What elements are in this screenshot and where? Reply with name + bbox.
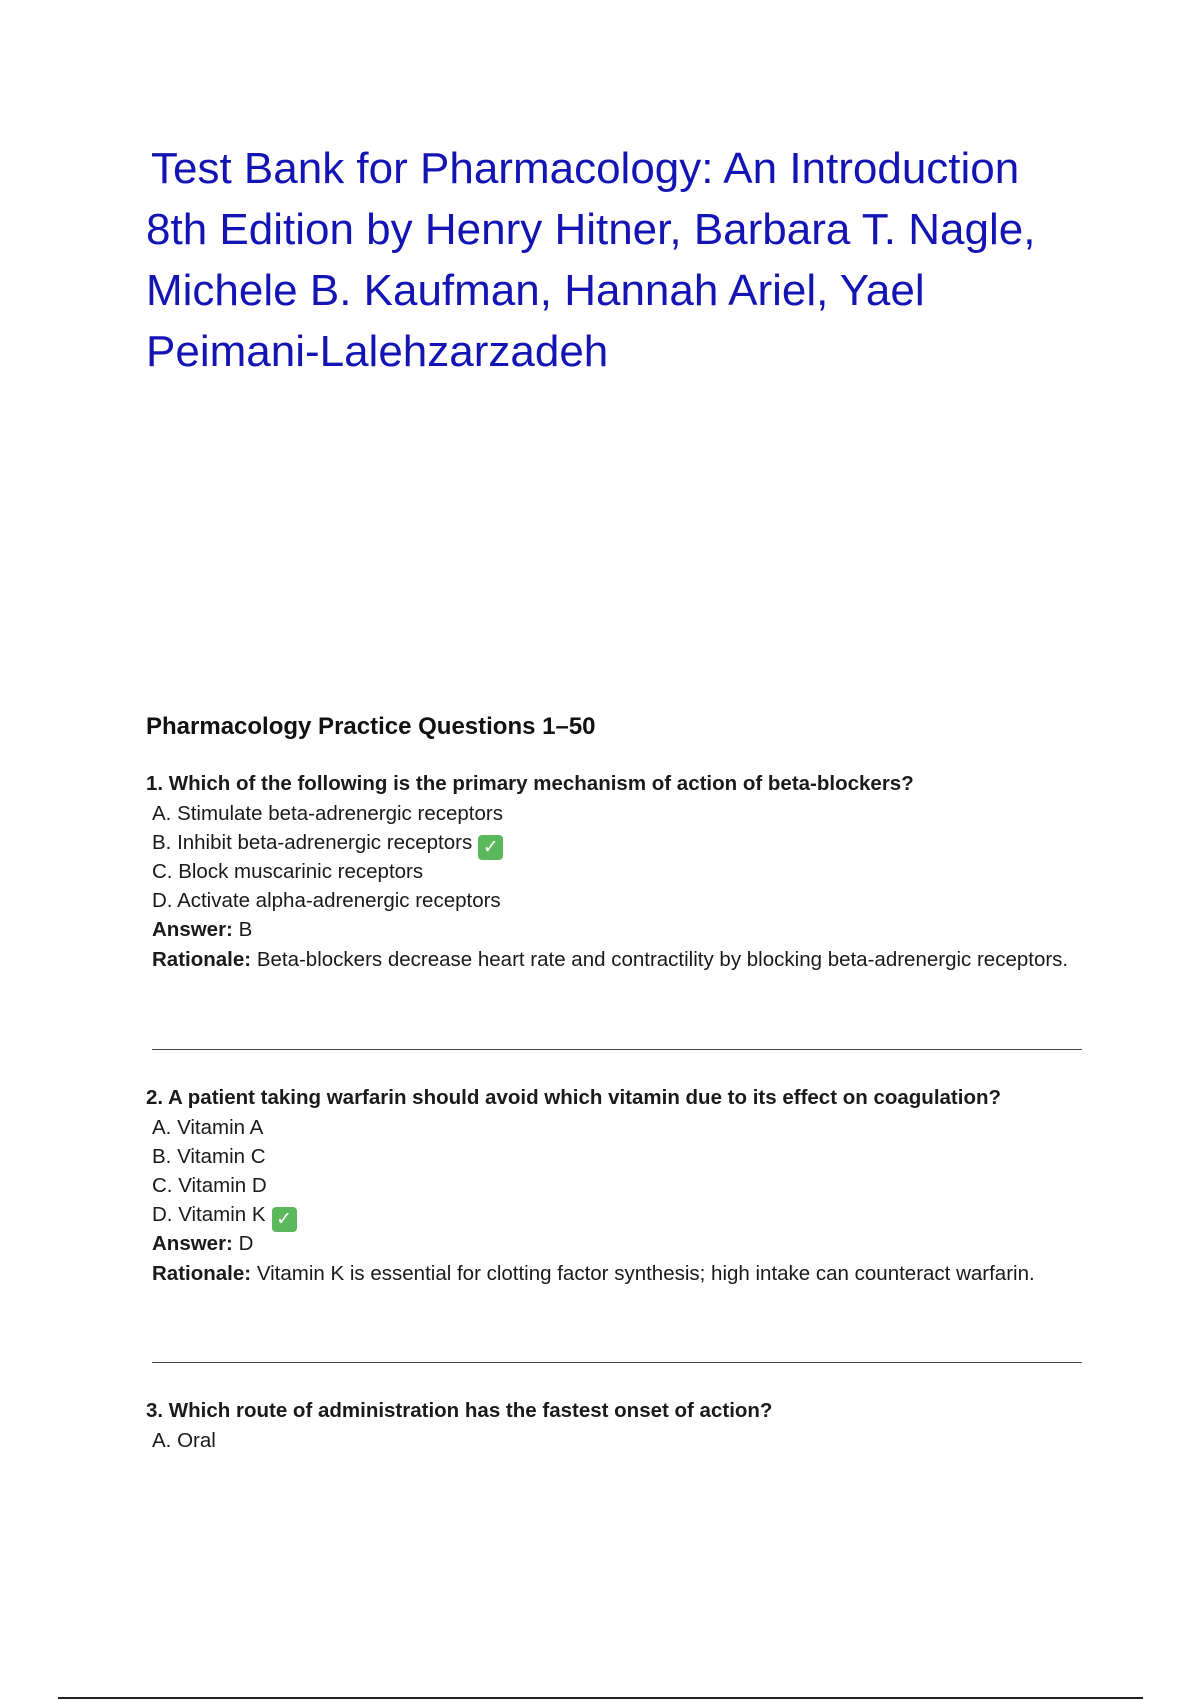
option-text: A. Vitamin A: [152, 1116, 264, 1139]
rationale-text: Beta-blockers decrease heart rate and contractility by blocking beta-adrenergic receptors.: [256, 948, 1069, 971]
divider: [152, 1049, 1082, 1050]
section-title: Pharmacology Practice Questions 1–50: [146, 713, 596, 740]
rationale: [146, 945, 1086, 975]
option-text: A. Oral: [152, 1429, 216, 1452]
option-text: C. Vitamin D: [152, 1174, 267, 1197]
title-line: Peimani-Lalehzarzadeh: [146, 327, 609, 376]
option-b: [146, 828, 1086, 857]
title-line: Michele B. Kaufman, Hannah Ariel, Yael: [146, 266, 925, 315]
check-mark-icon: ✓: [478, 835, 503, 860]
option-b: [146, 1142, 1086, 1171]
option-a: [146, 1113, 1086, 1142]
document-title: [146, 138, 1106, 382]
answer-value: B: [238, 918, 253, 941]
option-text: C. Block muscarinic receptors: [152, 860, 424, 883]
question-text: 1. Which of the following is the primary mechanism of action of beta-blockers?: [146, 772, 914, 795]
option-text: A. Stimulate beta-adrenergic receptors: [152, 802, 503, 825]
check-mark-icon: ✓: [272, 1207, 297, 1232]
rationale-text: Vitamin K is essential for clotting factor synthesis; high intake can counteract warfarin.: [256, 1262, 1035, 1285]
question-2: [146, 1083, 1086, 1289]
option-text: D. Activate alpha-adrenergic receptors: [152, 889, 501, 912]
option-d: [146, 886, 1086, 915]
option-text: B. Vitamin C: [152, 1145, 266, 1168]
answer-value: D: [238, 1232, 254, 1255]
option-c: [146, 1171, 1086, 1200]
question-3: [146, 1396, 1086, 1455]
question-text: 3. Which route of administration has the fastest onset of action?: [146, 1399, 773, 1422]
option-a: [146, 1426, 1086, 1455]
option-c: [146, 857, 1086, 886]
option-text: B. Inhibit beta-adrenergic receptors: [152, 831, 473, 854]
title-line: 8th Edition by Henry Hitner, Barbara T. Nagle,: [146, 205, 1036, 254]
page-bottom-rule: [58, 1697, 1143, 1699]
option-text: D. Vitamin K: [152, 1203, 266, 1226]
option-d: [146, 1200, 1086, 1229]
question-text: 2. A patient taking warfarin should avoid which vitamin due to its effect on coagulation?: [146, 1086, 1002, 1109]
answer-line: [146, 1229, 1086, 1258]
title-line: Test Bank for Pharmacology: An Introduction: [151, 144, 1020, 193]
divider: [152, 1362, 1082, 1363]
option-a: [146, 799, 1086, 828]
answer-label: Answer:: [152, 918, 233, 941]
answer-label: Answer:: [152, 1232, 233, 1255]
rationale-label: Rationale:: [152, 948, 252, 971]
answer-line: [146, 915, 1086, 944]
question-1: [146, 769, 1086, 975]
rationale-label: Rationale:: [152, 1262, 252, 1285]
rationale: [146, 1259, 1086, 1289]
